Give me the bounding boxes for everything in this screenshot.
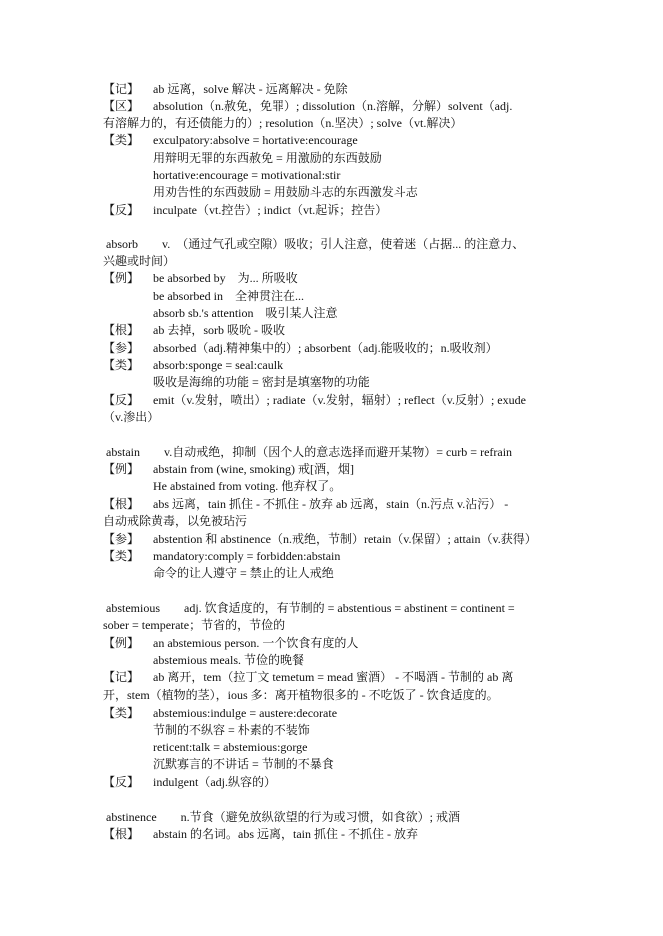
line-text: hortative:encourage = motivational:stir bbox=[153, 168, 341, 182]
line-text: 命令的让人遵守 = 禁止的让人戒绝 bbox=[153, 566, 334, 580]
line-text: abstemious meals. 节俭的晚餐 bbox=[153, 653, 304, 667]
label-analogy: 【类】 bbox=[103, 133, 140, 147]
label-mnemonic: 【记】 bbox=[103, 82, 140, 96]
line-text: 吸收是海绵的功能 = 密封是填塞物的功能 bbox=[153, 375, 370, 389]
label-reference: 【参】 bbox=[103, 532, 140, 546]
label-example: 【例】 bbox=[103, 271, 140, 285]
line-text: 沉默寡言的不讲话 = 节制的不暴食 bbox=[153, 757, 334, 771]
headword-continuation: sober = temperate；节省的，节俭的 bbox=[103, 618, 286, 632]
line-text: （v.渗出） bbox=[103, 410, 160, 424]
label-analogy: 【类】 bbox=[103, 549, 140, 563]
label-analogy: 【类】 bbox=[103, 358, 140, 372]
line-text: abstention 和 abstinence（n.戒绝，节制）retain（v.保留）; attain（v.获得） bbox=[153, 532, 537, 546]
line-text: He abstained from voting. 他弃权了。 bbox=[153, 479, 342, 493]
headword: abstain v.自动戒绝，抑制（因个人的意志选择而避开某物）= curb = refrain bbox=[106, 445, 513, 459]
line-text: mandatory:comply = forbidden:abstain bbox=[153, 549, 341, 563]
line-text: 有溶解力的，有还债能力的）; resolution（n.坚决）; solve（vt.解决） bbox=[103, 116, 463, 130]
label-antonym: 【反】 bbox=[103, 203, 140, 217]
label-root: 【根】 bbox=[103, 497, 140, 511]
label-root: 【根】 bbox=[103, 323, 140, 337]
label-example: 【例】 bbox=[103, 636, 140, 650]
line-text: 节制的不纵容 = 朴素的不装饰 bbox=[153, 723, 310, 737]
label-reference: 【参】 bbox=[103, 341, 140, 355]
line-text: absolution（n.赦免，免罪）; dissolution（n.溶解，分解）solvent（adj. bbox=[153, 99, 513, 113]
label-antonym: 【反】 bbox=[103, 775, 140, 789]
line-text: an abstemious person. 一个饮食有度的人 bbox=[153, 636, 359, 650]
headword: absorb v. （通过气孔或空隙）吸收；引人注意，使着迷（占据... 的注意力、 bbox=[106, 237, 525, 251]
line-text: indulgent（adj.纵容的） bbox=[153, 775, 276, 789]
headword: abstemious adj. 饮食适度的，有节制的 = abstentious = abstinent = continent = bbox=[106, 601, 515, 615]
label-root: 【根】 bbox=[103, 827, 140, 841]
line-text: be absorbed by 为... 所吸收 bbox=[153, 271, 298, 285]
line-text: inculpate（vt.控告）; indict（vt.起诉；控告） bbox=[153, 203, 388, 217]
headword: abstinence n.节食（避免放纵欲望的行为或习惯，如食欲）; 戒酒 bbox=[106, 810, 460, 824]
line-text: emit（v.发射，喷出）; radiate（v.发射，辐射）; reflect（v.反射）; exude bbox=[153, 393, 526, 407]
line-text: abstemious:indulge = austere:decorate bbox=[153, 706, 338, 720]
line-text: absorbed（adj.精神集中的）; absorbent（adj.能吸收的；n.吸收剂） bbox=[153, 341, 498, 355]
line-text: ab 远离，solve 解决 - 远离解决 - 免除 bbox=[153, 82, 348, 96]
label-distinguish: 【区】 bbox=[103, 99, 140, 113]
line-text: absorb sb.'s attention 吸引某人注意 bbox=[153, 306, 338, 320]
line-text: 用辩明无罪的东西赦免 = 用激励的东西鼓励 bbox=[153, 151, 382, 165]
label-mnemonic: 【记】 bbox=[103, 670, 140, 684]
line-text: abs 远离，tain 抓住 - 不抓住 - 放弃 ab 远离，stain（n.污点 v.沾污） - bbox=[153, 497, 509, 511]
line-text: 用劝告性的东西鼓励 = 用鼓励斗志的东西激发斗志 bbox=[153, 185, 418, 199]
headword-continuation: 兴趣或时间） bbox=[103, 254, 176, 268]
line-text: reticent:talk = abstemious:gorge bbox=[153, 740, 308, 754]
line-text: ab 去掉，sorb 吸吮 - 吸收 bbox=[153, 323, 285, 337]
label-analogy: 【类】 bbox=[103, 706, 140, 720]
line-text: be absorbed in 全神贯注在... bbox=[153, 289, 304, 303]
line-text: ab 离开，tem（拉丁文 temetum = mead 蜜酒） - 不喝酒 - 节制的 ab 离 bbox=[153, 670, 514, 684]
label-antonym: 【反】 bbox=[103, 393, 140, 407]
line-text: absorb:sponge = seal:caulk bbox=[153, 358, 284, 372]
line-text: abstain 的名词。abs 远离，tain 抓住 - 不抓住 - 放弃 bbox=[153, 827, 418, 841]
line-text: abstain from (wine, smoking) 戒[酒，烟] bbox=[153, 462, 354, 476]
line-text: 自动戒除黄毒，以免被玷污 bbox=[103, 514, 248, 528]
line-text: 开，stem（植物的茎），ious 多：离开植物很多的 - 不吃饭了 - 饮食适度的。 bbox=[103, 688, 499, 702]
line-text: exculpatory:absolve = hortative:encourage bbox=[153, 133, 358, 147]
label-example: 【例】 bbox=[103, 462, 140, 476]
